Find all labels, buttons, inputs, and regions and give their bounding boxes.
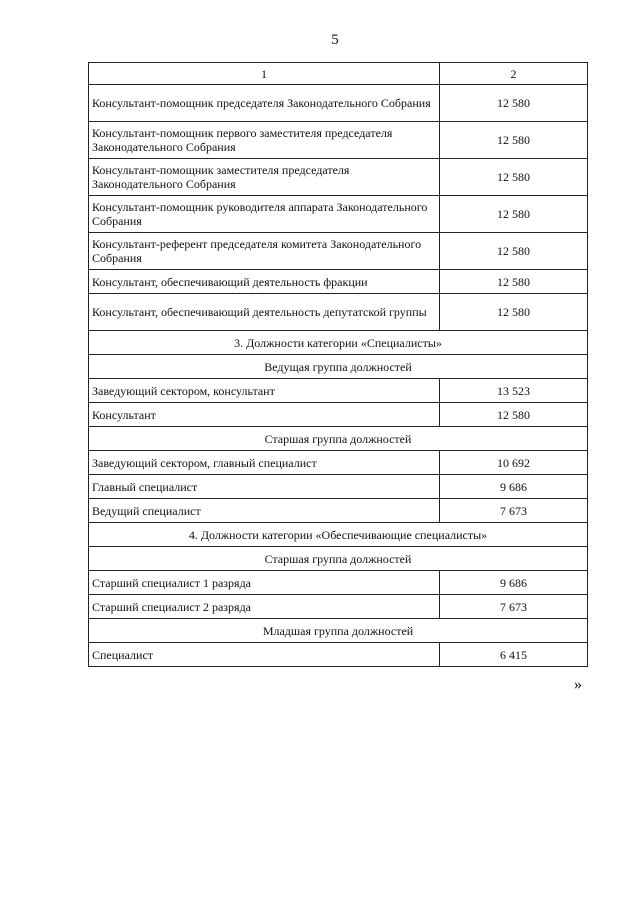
position-title-cell: Консультант-референт председателя комитета Законодательного Собрания — [89, 233, 440, 270]
salary-cell: 7 673 — [439, 595, 587, 619]
position-title-cell: Консультант-помощник первого заместителя председателя Законодательного Собрания — [89, 122, 440, 159]
section-heading: Старшая группа должностей — [89, 427, 588, 451]
position-title-cell: Консультант-помощник руководителя аппарата Законодательного Собрания — [89, 196, 440, 233]
position-title-cell: Старший специалист 2 разряда — [89, 595, 440, 619]
table-row — [89, 403, 588, 427]
salary-cell: 12 580 — [439, 85, 587, 122]
section-heading-row — [89, 619, 588, 643]
salary-cell: 6 415 — [439, 643, 587, 667]
table-row — [89, 294, 588, 331]
section-heading-row — [89, 331, 588, 355]
section-heading: 3. Должности категории «Специалисты» — [89, 331, 588, 355]
salary-cell: 12 580 — [439, 196, 587, 233]
table-row — [89, 196, 588, 233]
salary-cell: 12 580 — [439, 403, 587, 427]
table-header-row — [89, 63, 588, 85]
closing-quote: » — [574, 676, 582, 693]
section-heading-row — [89, 523, 588, 547]
table-row — [89, 233, 588, 270]
position-title-cell: Старший специалист 1 разряда — [89, 571, 440, 595]
salary-cell: 12 580 — [439, 294, 587, 331]
salary-cell: 12 580 — [439, 233, 587, 270]
salary-cell: 13 523 — [439, 379, 587, 403]
table-row — [89, 499, 588, 523]
position-title-cell: Консультант-помощник председателя Законодательного Собрания — [89, 85, 440, 122]
section-heading-row — [89, 355, 588, 379]
salary-cell: 9 686 — [439, 571, 587, 595]
salary-cell: 10 692 — [439, 451, 587, 475]
section-heading: Старшая группа должностей — [89, 547, 588, 571]
position-title-cell: Консультант, обеспечивающий деятельность фракции — [89, 270, 440, 294]
salary-cell: 7 673 — [439, 499, 587, 523]
salary-cell: 9 686 — [439, 475, 587, 499]
page-number: 5 — [331, 32, 339, 48]
table-row — [89, 595, 588, 619]
salary-cell: 12 580 — [439, 270, 587, 294]
position-title-cell: Специалист — [89, 643, 440, 667]
table-row — [89, 122, 588, 159]
position-title-cell: Главный специалист — [89, 475, 440, 499]
table-row — [89, 643, 588, 667]
table-body — [89, 63, 588, 667]
table-row — [89, 85, 588, 122]
salary-cell: 12 580 — [439, 159, 587, 196]
section-heading: Ведущая группа должностей — [89, 355, 588, 379]
salary-table — [88, 62, 588, 667]
position-title-cell: Заведующий сектором, главный специалист — [89, 451, 440, 475]
table-row — [89, 475, 588, 499]
position-title-cell: Заведующий сектором, консультант — [89, 379, 440, 403]
table-row — [89, 451, 588, 475]
table-row — [89, 159, 588, 196]
salary-cell: 12 580 — [439, 122, 587, 159]
position-title-cell: Консультант — [89, 403, 440, 427]
table-row — [89, 571, 588, 595]
position-title-cell: Ведущий специалист — [89, 499, 440, 523]
position-title-cell: Консультант-помощник заместителя председателя Законодательного Собрания — [89, 159, 440, 196]
table-row — [89, 270, 588, 294]
section-heading: Младшая группа должностей — [89, 619, 588, 643]
section-heading: 4. Должности категории «Обеспечивающие специалисты» — [89, 523, 588, 547]
column-header-2: 2 — [439, 63, 587, 85]
section-heading-row — [89, 427, 588, 451]
position-title-cell: Консультант, обеспечивающий деятельность депутатской группы — [89, 294, 440, 331]
section-heading-row — [89, 547, 588, 571]
table-row — [89, 379, 588, 403]
column-header-1: 1 — [89, 63, 440, 85]
